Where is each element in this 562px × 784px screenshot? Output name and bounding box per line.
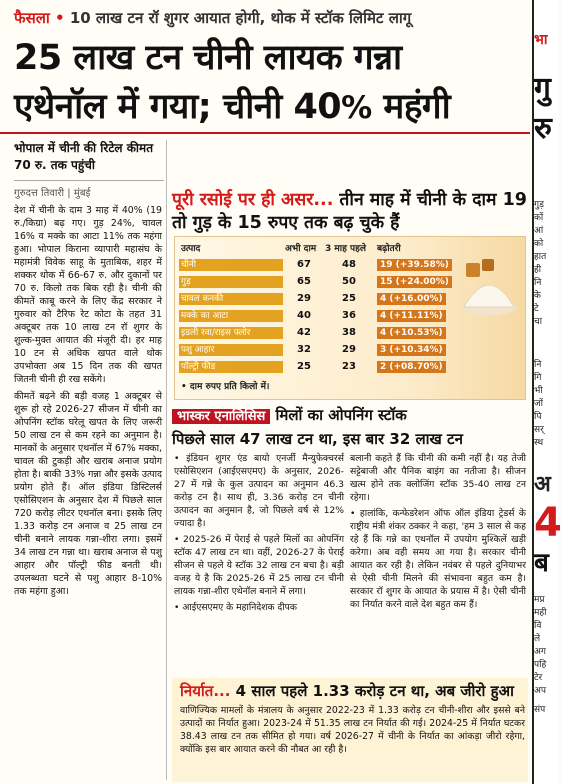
analysis-paragraph: बलानी कहते हैं कि चीनी की कमी नहीं है। यह तेजी सट्टेबाजी और पैनिक बाइंग का नतीजा है। सीजन खत्म होने तक क्लोजिंग स्टॉक 35-40 लाख टन रहेगा। xyxy=(350,453,526,503)
row-product: इडली रवा/राइस फ्लोर xyxy=(179,327,283,339)
row-now: 40 xyxy=(297,310,311,321)
adjacent-line: ही xyxy=(534,265,542,275)
adjacent-line: जों xyxy=(534,399,544,409)
infographic-title-red: पूरी रसोई पर ही असर... xyxy=(172,190,334,210)
table-header-before: 3 माह पहले xyxy=(325,244,367,254)
headline-line-2b: महंगी xyxy=(371,87,451,127)
table-row xyxy=(179,361,519,374)
adjacent-story-strip xyxy=(532,0,562,784)
analysis-paragraph: • 2025-26 में पेराई से पहले मिलों का ओपनिंग स्टॉक 47 लाख टन था। वहीं, 2026-27 के पेराई सीजन से पहले ये स्टॉक 32 लाख टन बचा है। बड़ी वजह ये है कि 2025-26 में 25 लाख टन चीनी लायक गन्ना-शीरा एथेनॉल बनाने में लगा। xyxy=(174,534,344,597)
export-title-red: निर्यात... xyxy=(180,682,231,700)
row-product: पॉल्ट्री फीड xyxy=(179,361,283,373)
intro-text: भोपाल में चीनी की रिटेल कीमत 70 रु. तक पहुंची xyxy=(14,141,154,172)
row-before: 25 xyxy=(342,293,356,304)
row-change: 4 (+11.11%) xyxy=(377,310,446,322)
row-change: 4 (+10.53%) xyxy=(377,327,446,339)
row-product: मक्के का आटा xyxy=(179,310,283,322)
infographic-title-rest: तीन माह में चीनी के दाम 19 तो गुड़ के 15 रुपए तक बढ़ चुके हैं xyxy=(172,190,527,233)
headline-rule xyxy=(0,132,530,134)
row-before: 36 xyxy=(342,310,356,321)
adjacent-line: पि xyxy=(534,412,542,422)
byline: गुरुदत्त तिवारी | मुंबई xyxy=(14,180,164,199)
row-before: 29 xyxy=(342,344,356,355)
adjacent-line: कों xyxy=(534,213,544,223)
row-change: 4 (+16.00%) xyxy=(377,293,446,305)
adjacent-line: नि xyxy=(534,278,542,288)
adjacent-kicker: भा xyxy=(534,32,548,48)
adjacent-lines xyxy=(534,199,559,329)
left-column-body xyxy=(14,204,162,780)
adjacent-line: अप xyxy=(534,686,546,696)
adjacent-line: हात xyxy=(534,252,547,262)
analysis-column-b xyxy=(350,452,526,674)
row-change: 15 (+24.00%) xyxy=(377,276,452,288)
analysis-paragraph: • आईएसएमए के महानिदेशक दीपक xyxy=(174,602,297,613)
row-product: चावल कनकी xyxy=(179,293,283,305)
adjacent-line: आं xyxy=(534,226,544,236)
kicker xyxy=(14,8,411,28)
adjacent-headline-2: रु xyxy=(534,111,552,146)
sugar-pile-icon xyxy=(460,257,518,317)
kicker-text: 10 लाख टन रॉ शुगर आयात होगी, थोक में स्टॉक लिमिट लागू xyxy=(69,9,412,27)
row-now: 25 xyxy=(297,361,311,372)
adjacent-line: पहि xyxy=(534,660,547,670)
row-before: 48 xyxy=(342,259,356,270)
row-now: 65 xyxy=(297,276,311,287)
export-body: वाणिज्यिक मामलों के मंत्रालय के अनुसार 2022-23 में 1.33 करोड़ टन चीनी-शीरा और इससे बने उत्पादों का निर्यात हुआ। 2023-24 में 51.35 लाख टन निर्यात की गई। 2024-25 में निर्यात घटकर 38.43 लाख टन तक सीमित हो गया। वर्ष 2026-27 में चीनी के निर्यात का आंकड़ा जीरो रहेगा, क्योंकि इस बार आयात करने की नौबत आ रही है। xyxy=(180,705,525,755)
analysis-paragraph: • हालांकि, कन्फेडरेशन ऑफ ऑल इंडिया ट्रेडर्स के राष्ट्रीय मंत्री शंकर ठक्कर ने कहा, 'हम 3 साल से कह रहे हैं कि गन्ने का एथनॉल में उपयोग मुश्किलें खड़ी करेगा। अब वही समय आ गया है। सरकार चीनी आयात कर रही है। लेकिन नवंबर से पहले दुनियाभर से ऐसी चीनी मिलने की संभावना बहुत कम है। सरकार रॉ शुगर के आयात के प्रयास में है। ऐसी चीनी का निर्यात करने वाले देश बहुत कम हैं। xyxy=(350,508,526,610)
adjacent-line: गि xyxy=(534,373,542,383)
headline-percent: % xyxy=(341,90,372,126)
adjacent-line: के xyxy=(534,291,541,301)
row-now: 67 xyxy=(297,259,311,270)
kicker-separator: • xyxy=(49,9,70,27)
row-now: 29 xyxy=(297,293,311,304)
infographic-title xyxy=(172,189,527,235)
left-paragraph: कीमतें बढ़ने की बड़ी वजह 1 अक्टूबर से शुरू हो रहे 2026-27 सीजन में चीनी का ओपनिंग स्टॉक घरेलू खपत के लिए जरूरी 50 लाख टन से कम रहने का अनुमान है। मानकों के अनुसार एथनॉल में 67% मक्का, चावल की टुकड़ी और खराब अनाज प्रयोग होता है। बाकी 33% गन्ना और इसके उत्पाद प्रयोग होते हैं। ऑल इंडिया डिस्टिलर्स एसोसिएशन के अनुसार देश में पिछले साल 720 करोड़ लीटर एथनॉल बना। इसके लिए 1.33 करोड़ टन अनाज व 25 लाख टन चीनी बनाने लायक गन्ना-शीरा लगा। इसमें 34 लाख टन गन्ना था। खराब अनाज से पशु आहार और पॉल्ट्री फीड बनती थी। उपलब्धता घटने से पशु आहार 8-10% तक महंगा हुआ। xyxy=(14,391,162,597)
adjacent-line: स्थ xyxy=(534,438,544,448)
row-product: गुड़ xyxy=(179,276,283,288)
price-table xyxy=(174,236,526,400)
adjacent-line: मप्र xyxy=(534,595,545,605)
row-change: 19 (+39.58%) xyxy=(377,259,452,271)
kicker-tag: फैसला xyxy=(14,9,50,27)
adjacent-line: को xyxy=(534,239,544,249)
adjacent-line: अग xyxy=(534,647,546,657)
table-header-product: उत्पाद xyxy=(181,244,201,254)
adjacent-headline-4: 4 xyxy=(534,500,562,546)
row-change: 2 (+08.70%) xyxy=(377,361,446,373)
table-header-now: अभी दाम xyxy=(285,244,317,254)
headline-line-2 xyxy=(14,83,524,133)
adjacent-line: टे xyxy=(534,304,539,314)
adjacent-line: गुड़ xyxy=(534,200,544,210)
analysis-title xyxy=(172,404,528,450)
adjacent-headline-5: ब xyxy=(534,548,549,578)
analysis-title-a: मिलों का ओपनिंग स्टॉक xyxy=(270,406,407,424)
analysis-tag: भास्कर एनालिसिस xyxy=(172,409,270,424)
table-note: • दाम रुपए प्रति किलो में। xyxy=(181,382,270,392)
row-change: 3 (+10.34%) xyxy=(377,344,446,356)
table-row xyxy=(179,327,519,340)
row-product: चीनी xyxy=(179,259,283,271)
row-before: 38 xyxy=(342,327,356,338)
row-before: 50 xyxy=(342,276,356,287)
headline-line-2a: एथेनॉल में गया; चीनी 40 xyxy=(14,87,342,127)
analysis-title-b: पिछले साल 47 लाख टन था, इस बार 32 लाख टन xyxy=(172,430,463,448)
table-header-change: बढ़ोतरी xyxy=(377,244,401,254)
adjacent-line: भी xyxy=(534,386,543,396)
column-divider xyxy=(166,140,167,780)
adjacent-line: नि xyxy=(534,360,542,370)
row-product: पशु आहार xyxy=(179,344,283,356)
adjacent-line: सर् xyxy=(534,425,544,435)
adjacent-line: मही xyxy=(534,608,547,618)
adjacent-line: टेर xyxy=(534,673,543,683)
export-title xyxy=(180,680,525,702)
table-row xyxy=(179,344,519,357)
adjacent-line: ले xyxy=(534,634,541,644)
export-title-rest: 4 साल पहले 1.33 करोड़ टन था, अब जीरो हुआ xyxy=(230,682,514,700)
adjacent-line: संप xyxy=(534,705,546,715)
analysis-column-a xyxy=(174,452,344,674)
headline xyxy=(14,34,524,133)
headline-line-1: 25 लाख टन चीनी लायक गन्ना xyxy=(14,38,402,78)
analysis-paragraph: • इंडियन शुगर एंड बायो एनर्जी मैन्युफेक्चरर्स एसोसिएशन (आईएसएमए) के अनुसार, 2026-27 में गन्ने के कुल उत्पादन का अनुमान 46.3 करोड़ टन है। साथ ही, 3.36 करोड़ टन चीनी उत्पादन का अनुमान है, जो पिछले वर्ष से 12% ज्यादा है। xyxy=(174,453,344,529)
left-paragraph: देश में चीनी के दाम 3 माह में 40% (19 रु./किग्रा) बढ़ गए। गुड़ 24%, चावल 16% व मक्के का आटा 11% तक महंगा हुआ। भोपाल किराना व्यापारी महासंघ के महामंत्री विवेक साहू के मुताबिक, शहर में शक्कर थोक में 66-67 रु. और दुकानों पर 70 रु. किलो तक बिक रही है। चीनी की कीमतें काबू करने के लिए केंद्र सरकार ने गुरुवार को टैरिफ रेट कोटा के तहत 31 अक्टूबर तक 10 लाख टन रॉ शुगर के शुल्क-मुक्त आयात की मंजूरी दी। हर माह 10 टन से अधिक खपत वाले थोक उपभोक्ता अब 15 दिन तक की खपत जितनी चीनी ही रख सकेंगे। xyxy=(14,205,162,385)
adjacent-lines-2 xyxy=(534,359,559,450)
adjacent-headline-3: अ xyxy=(534,472,551,497)
row-before: 23 xyxy=(342,361,356,372)
adjacent-headline-1: गु xyxy=(534,71,551,106)
adjacent-line: चा xyxy=(534,317,543,327)
row-now: 42 xyxy=(297,327,311,338)
adjacent-line: वि xyxy=(534,621,542,631)
adjacent-lines-3 xyxy=(534,594,559,698)
row-now: 32 xyxy=(297,344,311,355)
